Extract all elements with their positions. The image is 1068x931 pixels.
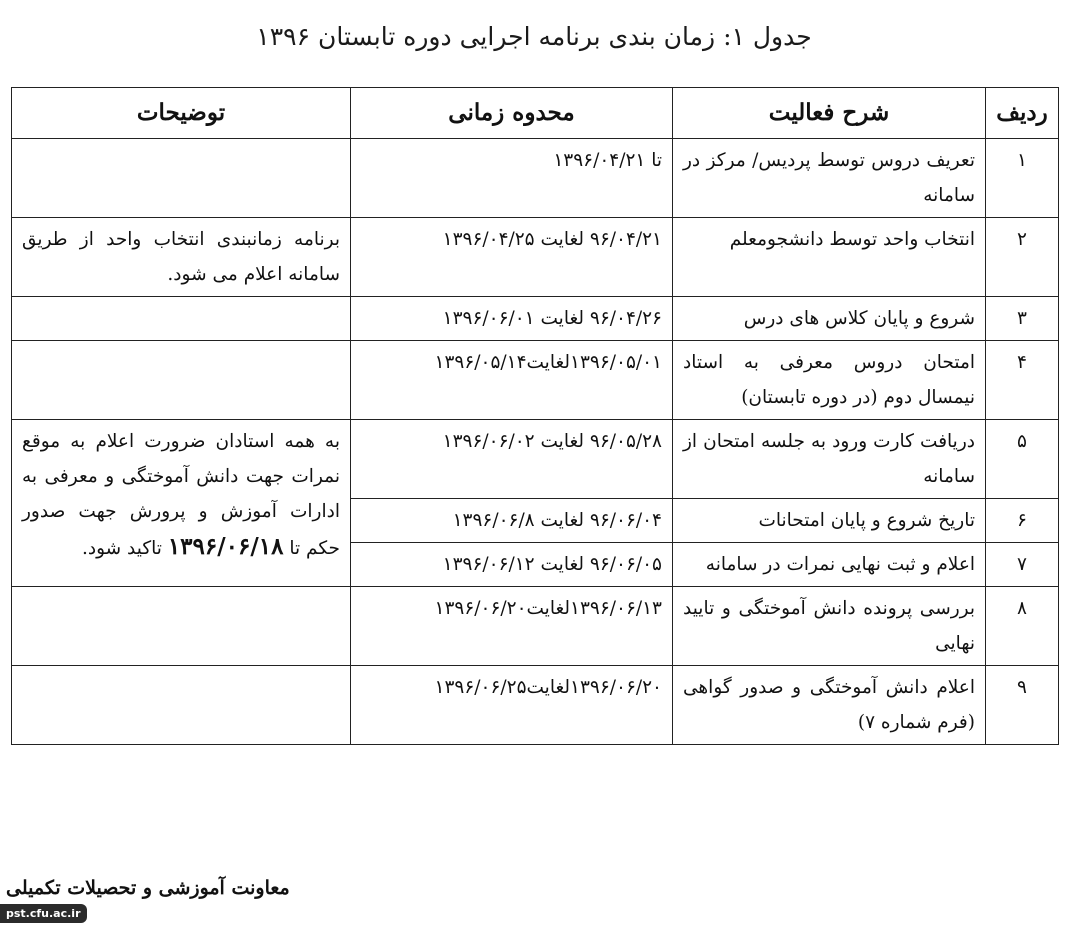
- row-activity: دریافت کارت ورود به جلسه امتحان از سامانه: [673, 420, 986, 499]
- row-activity: اعلام و ثبت نهایی نمرات در سامانه: [673, 543, 986, 587]
- table-title: جدول ۱: زمان بندی برنامه اجرایی دوره تابستان ۱۳۹۶: [256, 22, 812, 51]
- table-row: [12, 666, 1059, 745]
- note-text: به همه استادان ضرورت اعلام به موقع نمرات جهت دانش آموختگی و معرفی به ادارات آموزش و پرورش جهت صدور حکم تا: [22, 431, 340, 559]
- row-notes: [12, 587, 351, 666]
- row-number: ۶: [986, 499, 1059, 543]
- row-period: ۹۶/۰۶/۰۵ لغایت ۱۳۹۶/۰۶/۱۲: [351, 543, 673, 587]
- header-notes: توضیحات: [12, 88, 351, 139]
- row-notes: [12, 139, 351, 218]
- note-deadline-date: ۱۳۹۶/۰۶/۱۸: [167, 533, 284, 560]
- row-activity: امتحان دروس معرفی به استاد نیمسال دوم (در دوره تابستان): [673, 341, 986, 420]
- row-number: ۳: [986, 297, 1059, 341]
- row-number: ۲: [986, 218, 1059, 297]
- header-row-number: ردیف: [986, 88, 1059, 139]
- table-row: [12, 139, 1059, 218]
- header-period: محدوه زمانی: [351, 88, 673, 139]
- row-number: ۹: [986, 666, 1059, 745]
- row-number: ۱: [986, 139, 1059, 218]
- row-activity: اعلام دانش آموختگی و صدور گواهی (فرم شماره ۷): [673, 666, 986, 745]
- row-activity: تاریخ شروع و پایان امتحانات: [673, 499, 986, 543]
- table-row: [12, 420, 1059, 499]
- row-notes: [12, 666, 351, 745]
- row-number: ۷: [986, 543, 1059, 587]
- header-row: [12, 88, 1059, 139]
- row-notes: برنامه زمانبندی انتخاب واحد از طریق سامانه اعلام می شود.: [12, 218, 351, 297]
- row-notes: [12, 297, 351, 341]
- row-period: ۹۶/۰۶/۰۴ لغایت ۱۳۹۶/۰۶/۸: [351, 499, 673, 543]
- watermark-badge: pst.cfu.ac.ir: [0, 904, 87, 923]
- row-period: ۱۳۹۶/۰۶/۲۰لغایت۱۳۹۶/۰۶/۲۵: [351, 666, 673, 745]
- table-row: [12, 341, 1059, 420]
- row-activity: شروع و پایان کلاس های درس: [673, 297, 986, 341]
- row-number: ۸: [986, 587, 1059, 666]
- row-number: ۵: [986, 420, 1059, 499]
- note-suffix: تاکید شود.: [81, 538, 162, 559]
- row-period: ۱۳۹۶/۰۵/۰۱لغایت۱۳۹۶/۰۵/۱۴: [351, 341, 673, 420]
- row-activity: بررسی پرونده دانش آموختگی و تایید نهایی: [673, 587, 986, 666]
- row-period: ۹۶/۰۵/۲۸ لغایت ۱۳۹۶/۰۶/۰۲: [351, 420, 673, 499]
- row-period: ۹۶/۰۴/۲۶ لغایت ۱۳۹۶/۰۶/۰۱: [351, 297, 673, 341]
- schedule-table: [11, 87, 1059, 745]
- row-notes: [12, 420, 351, 587]
- footer-signature: معاونت آموزشی و تحصیلات تکمیلی: [6, 877, 290, 899]
- row-period: ۱۳۹۶/۰۶/۱۳لغایت۱۳۹۶/۰۶/۲۰: [351, 587, 673, 666]
- row-period: ۹۶/۰۴/۲۱ لغایت ۱۳۹۶/۰۴/۲۵: [351, 218, 673, 297]
- row-notes: [12, 341, 351, 420]
- header-activity: شرح فعالیت: [673, 88, 986, 139]
- row-activity: تعریف دروس توسط پردیس/ مرکز در سامانه: [673, 139, 986, 218]
- table-row: [12, 587, 1059, 666]
- row-period: تا ۱۳۹۶/۰۴/۲۱: [351, 139, 673, 218]
- row-number: ۴: [986, 341, 1059, 420]
- table-row: [12, 218, 1059, 297]
- row-activity: انتخاب واحد توسط دانشجومعلم: [673, 218, 986, 297]
- table-row: [12, 297, 1059, 341]
